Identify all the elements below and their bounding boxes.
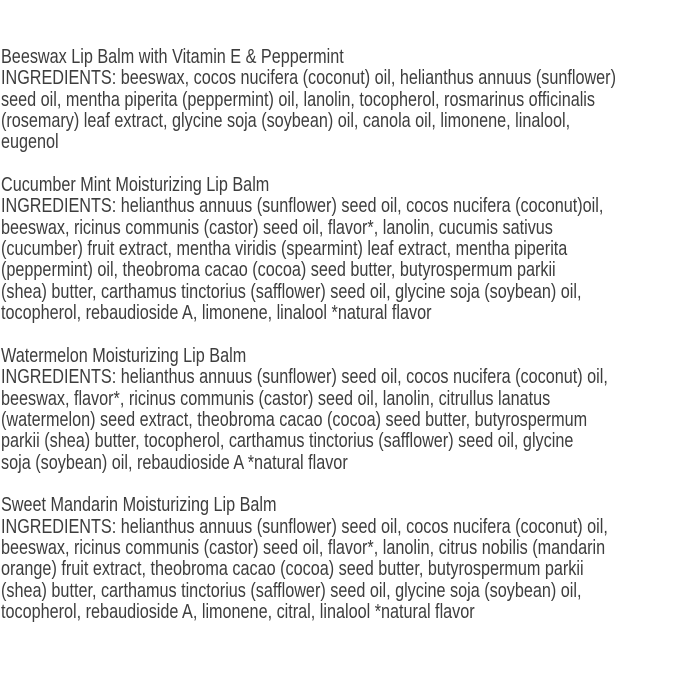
product-block-cucumber-mint bbox=[1, 175, 673, 324]
ingredients-line: beeswax, ricinus communis (castor) seed oil, flavor*, lanolin, citrus nobilis (mandarin bbox=[1, 536, 606, 559]
ingredients-line: (watermelon) seed extract, theobroma cacao (cocoa) seed butter, butyrospermum bbox=[1, 408, 588, 431]
ingredients-line: beeswax, flavor*, ricinus communis (castor) seed oil, lanolin, citrullus lanatus bbox=[1, 387, 551, 410]
ingredients-line: (peppermint) oil, theobroma cacao (cocoa) seed butter, butyrospermum parkii bbox=[1, 259, 556, 282]
ingredients-line: eugenol bbox=[1, 131, 59, 154]
product-title: Cucumber Mint Moisturizing Lip Balm bbox=[1, 174, 270, 197]
product-title: Beeswax Lip Balm with Vitamin E & Peppermint bbox=[1, 46, 344, 68]
ingredients-line: (cucumber) fruit extract, mentha viridis (spearmint) leaf extract, mentha piperita bbox=[1, 238, 568, 261]
product-block-watermelon bbox=[1, 346, 673, 474]
ingredients-line: seed oil, mentha piperita (peppermint) oil, lanolin, tocopherol, rosmarinus officinalis bbox=[1, 88, 596, 111]
ingredients-line: tocopherol, rebaudioside A, limonene, linalool *natural flavor bbox=[1, 302, 432, 325]
ingredients-line: orange) fruit extract, theobroma cacao (cocoa) seed butter, butyrospermum parkii bbox=[1, 558, 584, 581]
ingredient-sheet bbox=[1, 47, 673, 623]
ingredients-line: INGREDIENTS: helianthus annuus (sunflower) seed oil, cocos nucifera (coconut) oil, bbox=[1, 366, 608, 389]
ingredients-line: (rosemary) leaf extract, glycine soja (soybean) oil, canola oil, limonene, linalool, bbox=[1, 110, 571, 133]
ingredients-line: INGREDIENTS: beeswax, cocos nucifera (coconut) oil, helianthus annuus (sunflower) bbox=[1, 67, 616, 90]
ingredients-line: INGREDIENTS: helianthus annuus (sunflower) seed oil, cocos nucifera (coconut)oil, bbox=[1, 195, 604, 218]
product-title: Watermelon Moisturizing Lip Balm bbox=[1, 344, 247, 367]
ingredients-line: INGREDIENTS: helianthus annuus (sunflower) seed oil, cocos nucifera (coconut) oil, bbox=[1, 515, 608, 538]
ingredients-line: (shea) butter, carthamus tinctorius (safflower) seed oil, glycine soja (soybean) oil, bbox=[1, 579, 582, 602]
product-block-sweet-mandarin bbox=[1, 495, 673, 623]
ingredients-line: soja (soybean) oil, rebaudioside A *natural flavor bbox=[1, 451, 348, 474]
ingredients-line: (shea) butter, carthamus tinctorius (safflower) seed oil, glycine soja (soybean) oil, bbox=[1, 280, 582, 303]
ingredients-line: tocopherol, rebaudioside A, limonene, citral, linalool *natural flavor bbox=[1, 600, 475, 623]
product-title: Sweet Mandarin Moisturizing Lip Balm bbox=[1, 494, 277, 517]
product-block-beeswax-lip-balm bbox=[1, 47, 673, 154]
ingredients-line: parkii (shea) butter, tocopherol, carthamus tinctorius (safflower) seed oil, glycine bbox=[1, 430, 574, 453]
ingredients-line: beeswax, ricinus communis (castor) seed oil, flavor*, lanolin, cucumis sativus bbox=[1, 216, 553, 239]
